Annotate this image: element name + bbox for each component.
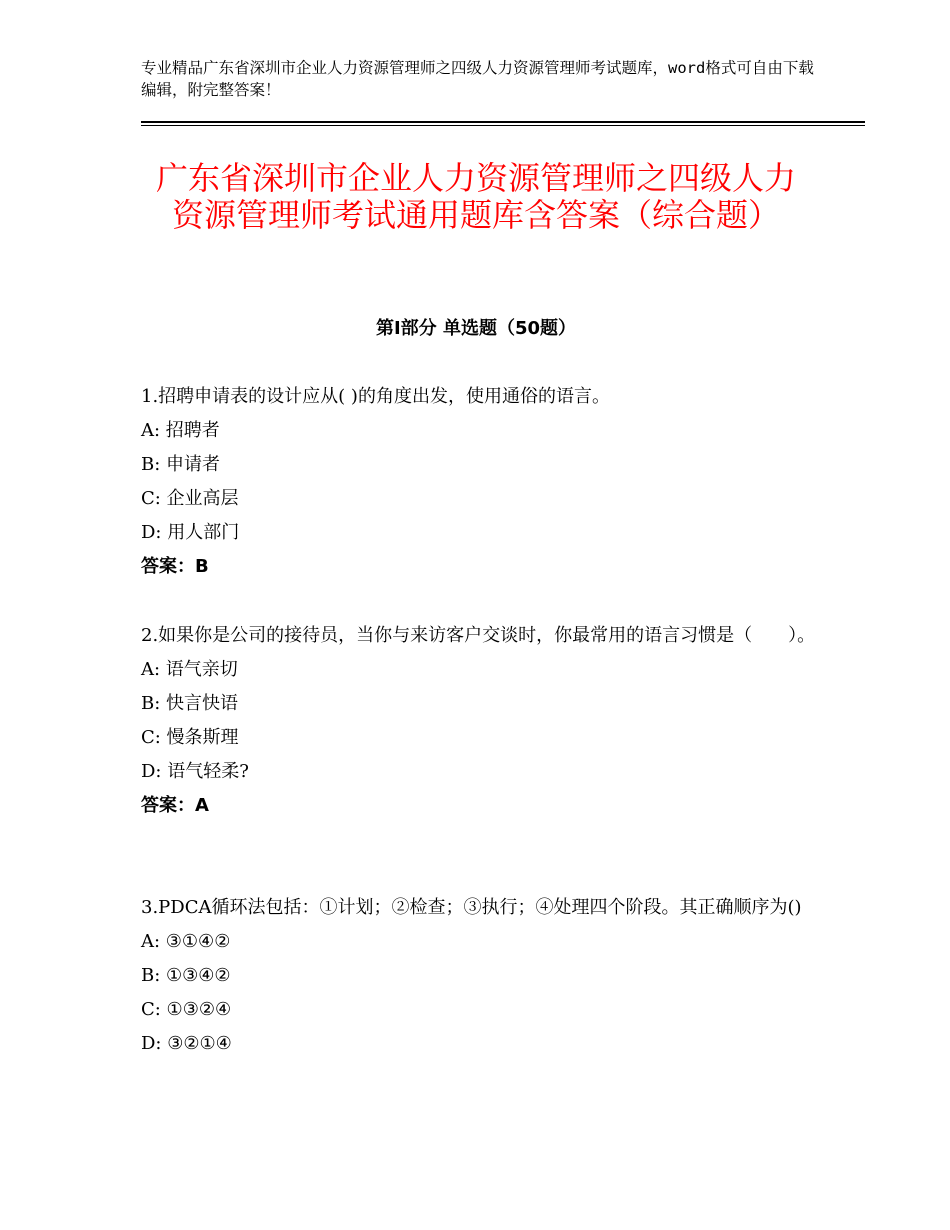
header-note: 专业精品广东省深圳市企业人力资源管理师之四级人力资源管理师考试题库，word格式可自由下载编辑，附完整答案！ <box>141 59 814 99</box>
option-a: A: 语气亲切 <box>141 659 238 680</box>
answer-line: 答案：A <box>141 795 209 816</box>
option-c: C: 企业高层 <box>141 488 239 509</box>
option-b: B: 申请者 <box>141 454 221 475</box>
option-d: D: 语气轻柔? <box>141 761 249 782</box>
document-title: 广东省深圳市企业人力资源管理师之四级人力资源管理师考试通用题库含答案（综合题） <box>155 159 796 234</box>
option-d: D: 用人部门 <box>141 522 240 543</box>
option-a: A: ③①④② <box>141 931 231 952</box>
question-stem: 1.招聘申请表的设计应从( )的角度出发，使用通俗的语言。 <box>141 386 610 407</box>
header-rule-thin <box>141 125 865 126</box>
header-rule-thick <box>141 121 865 123</box>
answer-line: 答案：B <box>141 556 209 577</box>
option-a: A: 招聘者 <box>141 420 220 441</box>
section-title: 第Ⅰ部分 单选题（50题） <box>375 318 576 339</box>
option-b: B: 快言快语 <box>141 693 239 714</box>
option-c: C: ①③②④ <box>141 999 232 1020</box>
question-3 <box>141 891 821 1061</box>
question-stem: 2.如果你是公司的接待员，当你与来访客户交谈时，你最常用的语言习惯是（ ）。 <box>141 625 816 646</box>
question-1 <box>141 380 821 584</box>
question-2 <box>141 619 821 823</box>
option-b: B: ①③④② <box>141 965 231 986</box>
option-c: C: 慢条斯理 <box>141 727 239 748</box>
option-d: D: ③②①④ <box>141 1033 232 1054</box>
question-stem: 3.PDCA循环法包括：①计划；②检查；③执行；④处理四个阶段。其正确顺序为() <box>141 897 802 918</box>
